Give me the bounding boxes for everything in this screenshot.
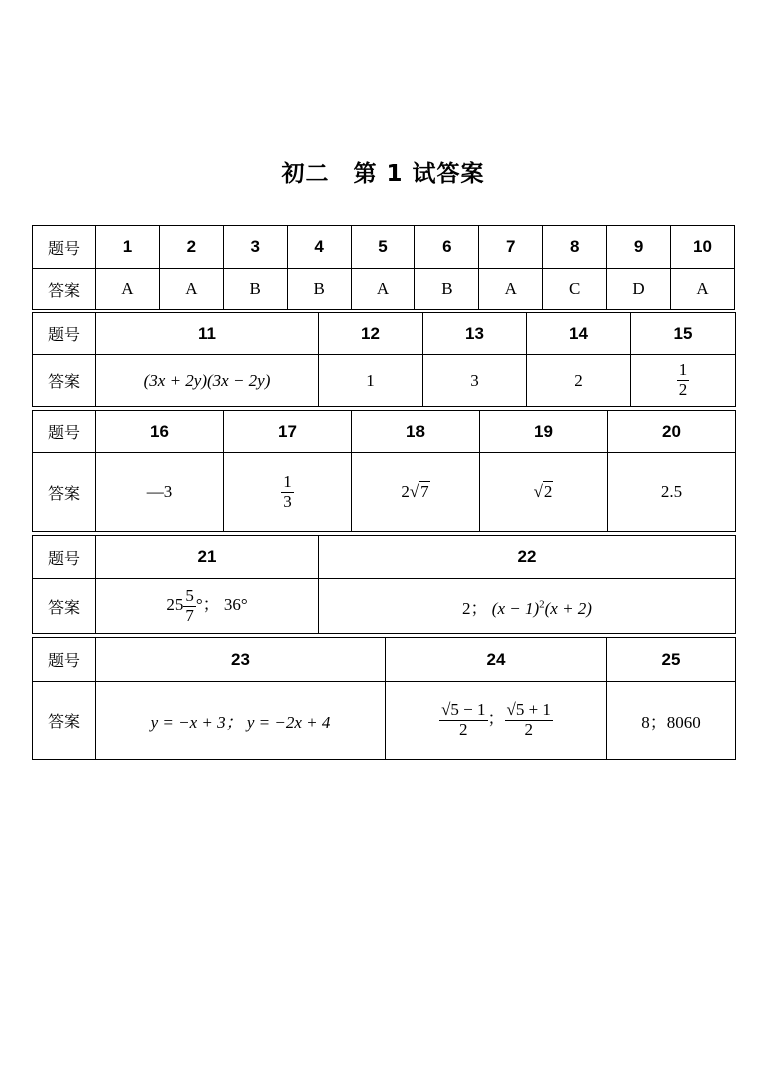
fraction-denominator: 2	[678, 380, 688, 399]
question-number: 16	[96, 411, 224, 453]
fraction-numerator: 1	[283, 471, 292, 491]
separator: ；	[487, 709, 505, 729]
table-row-answers-16-20	[33, 453, 736, 532]
answer-cell	[352, 453, 480, 532]
answer-table-23-25	[32, 637, 736, 760]
fraction	[281, 473, 294, 511]
answer-cell: 8；8060	[607, 682, 736, 760]
radicand: 7	[420, 482, 429, 501]
question-number: 17	[224, 411, 352, 453]
answer-cell	[224, 453, 352, 532]
table-row-answers-1-10	[33, 269, 735, 310]
fraction-denominator: 2	[459, 720, 468, 739]
row-label-num: 题号	[33, 313, 96, 355]
question-number: 2	[159, 226, 223, 269]
answer-cell: D	[607, 269, 671, 310]
answer-cell: C	[543, 269, 607, 310]
answer-table	[32, 225, 735, 310]
answer-cell: B	[287, 269, 351, 310]
question-number: 15	[631, 313, 736, 355]
math-expression: (x − 1)	[491, 598, 540, 618]
answer-cell	[386, 682, 607, 760]
row-label-ans: 答案	[33, 453, 96, 532]
fraction	[439, 701, 487, 739]
radicand: 2	[543, 482, 553, 501]
table-row-answers-21-22	[33, 579, 736, 634]
table-row-answers-11-15	[33, 355, 736, 407]
radical-sign: √	[533, 482, 543, 501]
fraction-numerator: √5 − 1	[441, 700, 486, 720]
answer-cell: B	[223, 269, 287, 310]
answer-cell: A	[351, 269, 415, 310]
answer-cell	[480, 453, 608, 532]
question-number: 6	[415, 226, 479, 269]
question-number: 4	[287, 226, 351, 269]
answer-cell	[631, 355, 736, 407]
question-number: 11	[96, 313, 319, 355]
answer-cell: 3	[423, 355, 527, 407]
answer-cell: (3x + 2y)(3x − 2y)	[96, 355, 319, 407]
answer-cell: 1	[319, 355, 423, 407]
answer-cell: A	[159, 269, 223, 310]
table-row-numbers-16-20	[33, 411, 736, 453]
answer-table-21-22	[32, 535, 736, 634]
answer-cell: B	[415, 269, 479, 310]
page-title: 初二 第 1 试答案	[281, 161, 485, 187]
question-number: 14	[527, 313, 631, 355]
radical-sign: √	[409, 482, 420, 501]
table-row-answers-23-25	[33, 682, 736, 760]
math-expression: (x + 2)	[544, 598, 592, 618]
row-label-ans: 答案	[33, 269, 96, 310]
exponent: 2	[539, 597, 545, 610]
fraction-numerator: 1	[678, 360, 688, 380]
answer-cell: 2	[527, 355, 631, 407]
question-number: 7	[479, 226, 543, 269]
fraction	[505, 701, 553, 739]
row-label-ans: 答案	[33, 579, 96, 634]
mixed-whole: 25	[166, 594, 184, 614]
answer-text: °； 36°	[195, 594, 248, 614]
answer-table-16-20	[32, 410, 736, 532]
answer-cell	[319, 579, 736, 634]
row-label-num: 题号	[33, 536, 96, 579]
answer-cell: A	[479, 269, 543, 310]
fraction-denominator: 7	[185, 605, 194, 625]
question-number: 19	[480, 411, 608, 453]
answer-cell: A	[96, 269, 160, 310]
row-label-num: 题号	[33, 226, 96, 269]
table-row-numbers-21-22	[33, 536, 736, 579]
answer-cell: —3	[96, 453, 224, 532]
question-number: 8	[543, 226, 607, 269]
fraction-numerator: √5 + 1	[506, 700, 551, 720]
question-number: 20	[608, 411, 736, 453]
answer-cell: 2.5	[608, 453, 736, 532]
table-row-numbers-1-10	[33, 226, 735, 269]
row-label-num: 题号	[33, 638, 96, 682]
answer-table-11-15	[32, 312, 736, 407]
question-number: 23	[96, 638, 386, 682]
answer-cell	[96, 579, 319, 634]
row-label-num: 题号	[33, 411, 96, 453]
question-number: 24	[386, 638, 607, 682]
question-number: 21	[96, 536, 319, 579]
fraction-denominator: 2	[524, 720, 533, 739]
fraction-denominator: 3	[283, 491, 292, 511]
question-number: 25	[607, 638, 736, 682]
question-number: 10	[671, 226, 735, 269]
fraction-numerator: 5	[185, 585, 194, 605]
table-row-numbers-23-25	[33, 638, 736, 682]
row-label-ans: 答案	[33, 355, 96, 407]
question-number: 1	[96, 226, 160, 269]
square-root	[534, 482, 554, 502]
question-number: 9	[607, 226, 671, 269]
answer-cell: A	[671, 269, 735, 310]
row-label-ans: 答案	[33, 682, 96, 760]
answer-text: 2；	[462, 598, 488, 618]
question-number: 13	[423, 313, 527, 355]
square-root	[410, 482, 430, 502]
answer-cell: y = −x + 3； y = −2x + 4	[96, 682, 386, 760]
question-number: 3	[223, 226, 287, 269]
question-number: 22	[319, 536, 736, 579]
table-row-numbers-11-15	[33, 313, 736, 355]
question-number: 5	[351, 226, 415, 269]
question-number: 12	[319, 313, 423, 355]
coefficient: 2	[401, 482, 410, 501]
fraction	[677, 361, 690, 399]
question-number: 18	[352, 411, 480, 453]
fraction	[183, 587, 196, 625]
